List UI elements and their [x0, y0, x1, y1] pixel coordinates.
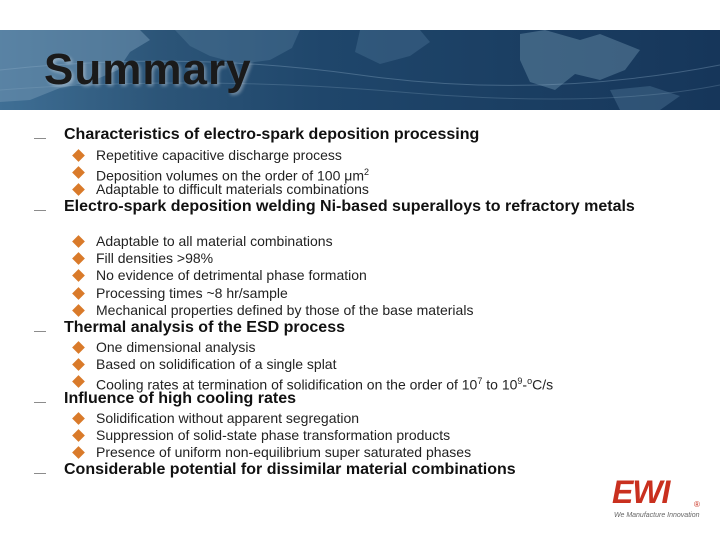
bullet-text: -	[522, 376, 528, 393]
bullet-3-2: Based on solidification of a single splat	[96, 356, 337, 372]
section-dash	[34, 138, 46, 139]
bullet-text: C/s	[532, 376, 554, 393]
diamond-bullet-icon	[72, 252, 85, 265]
section-heading-5: Considerable potential for dissimilar material combinations	[64, 461, 516, 478]
section-dash	[34, 331, 46, 332]
diamond-bullet-icon	[72, 358, 85, 371]
section-dash	[34, 473, 46, 474]
diamond-bullet-icon	[72, 269, 85, 282]
bullet-4-3: Presence of uniform non-equilibrium super saturated phases	[96, 444, 472, 460]
bullet-2-3: No evidence of detrimental phase formation	[96, 267, 367, 283]
superscript: o	[527, 376, 533, 386]
section-heading-2: Electro-spark deposition welding Ni-based superalloys to refractory metals	[64, 198, 635, 215]
section-heading-3: Thermal analysis of the ESD process	[64, 319, 345, 336]
bullet-2-1: Adaptable to all material combinations	[96, 233, 333, 249]
bullet-text: to 10	[482, 376, 518, 393]
diamond-bullet-icon	[72, 166, 85, 179]
bullet-3-1: One dimensional analysis	[96, 339, 256, 355]
superscript: 9	[517, 376, 523, 386]
diamond-bullet-icon	[72, 235, 85, 248]
section-heading-4: Influence of high cooling rates	[64, 390, 297, 407]
diamond-bullet-icon	[72, 149, 85, 162]
bullet-text: Deposition volumes on the order of 100 μm	[96, 167, 364, 184]
diamond-bullet-icon	[72, 446, 85, 459]
diamond-bullet-icon	[72, 183, 85, 196]
bullet-2-4: Processing times ~8 hr/sample	[96, 285, 288, 301]
bullet-2-5: Mechanical properties defined by those of the base materials	[96, 302, 474, 318]
bullet-4-2: Suppression of solid-state phase transformation products	[96, 427, 451, 443]
diamond-bullet-icon	[72, 375, 85, 388]
slide-title: Summary	[44, 45, 252, 94]
bullet-1-3: Adaptable to difficult materials combinations	[96, 181, 369, 197]
diamond-bullet-icon	[72, 429, 85, 442]
registered-mark: ®	[694, 500, 700, 509]
bullet-text: Cooling rates at termination of solidification on the order of 10	[96, 376, 478, 393]
bullet-2-2: Fill densities >98%	[96, 250, 214, 266]
diamond-bullet-icon	[72, 412, 85, 425]
ewi-logo: EWI	[612, 474, 670, 510]
logo-tagline: We Manufacture Innovation	[614, 512, 700, 519]
diamond-bullet-icon	[72, 287, 85, 300]
diamond-bullet-icon	[72, 341, 85, 354]
bullet-4-1: Solidification without apparent segregation	[96, 410, 360, 426]
section-dash	[34, 210, 46, 211]
bullet-1-1: Repetitive capacitive discharge process	[96, 147, 342, 163]
section-heading-1: Characteristics of electro-spark deposition processing	[64, 126, 480, 143]
section-dash	[34, 402, 46, 403]
diamond-bullet-icon	[72, 304, 85, 317]
superscript: 2	[364, 167, 370, 177]
superscript: 7	[477, 376, 483, 386]
